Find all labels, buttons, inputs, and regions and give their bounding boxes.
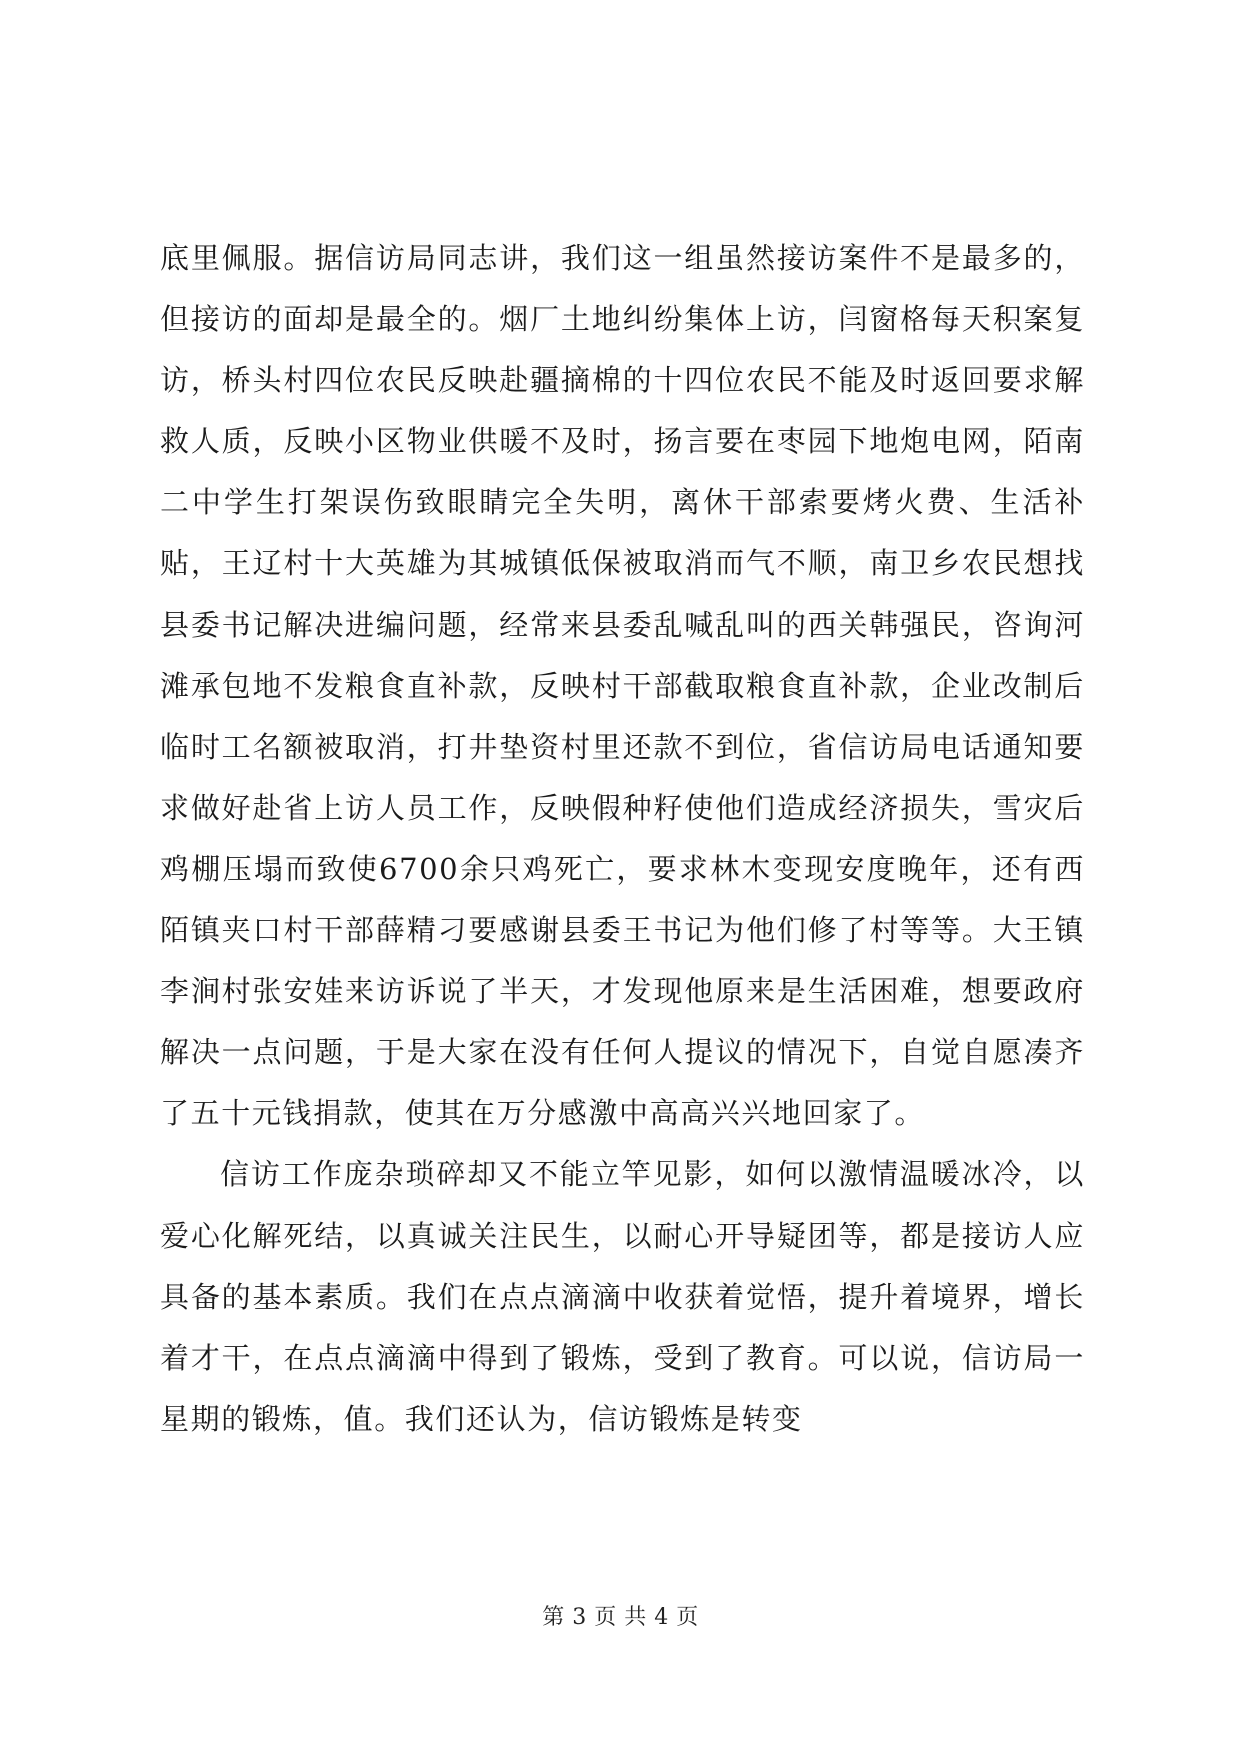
- paragraph-2: 信访工作庞杂琐碎却又不能立竿见影，如何以激情温暖冰冷，以爱心化解死结，以真诚关注民生，以耐心开导疑团等，都是接访人应具备的基本素质。我们在点点滴滴中收获着觉悟，提升着境界，增长着才干，在点点滴滴中得到了锻炼，受到了教育。可以说，信访局一星期的锻炼，值。我们还认为，信访锻炼是转变: [160, 1157, 1085, 1436]
- page-number-label: 第 3 页 共 4 页: [542, 1605, 699, 1630]
- document-body: [160, 228, 1085, 1450]
- page-footer: [0, 1603, 1241, 1633]
- paragraph-1: 底里佩服。据信访局同志讲，我们这一组虽然接访案件不是最多的，但接访的面却是最全的。烟厂土地纠纷集体上访，闫窗格每天积案复访，桥头村四位农民反映赴疆摘棉的十四位农民不能及时返回要求解救人质，反映小区物业供暖不及时，扬言要在枣园下地炮电网，陌南二中学生打架误伤致眼睛完全失明，离休干部索要烤火费、生活补贴，王辽村十大英雄为其城镇低保被取消而气不顺，南卫乡农民想找县委书记解决进编问题，经常来县委乱喊乱叫的西关韩强民，咨询河滩承包地不发粮食直补款，反映村干部截取粮食直补款，企业改制后临时工名额被取消，打井垫资村里还款不到位，省信访局电话通知要求做好赴省上访人员工作，反映假种籽使他们造成经济损失，雪灾后鸡棚压塌而致使6700余只鸡死亡，要求林木变现安度晚年，还有西陌镇夹口村干部薛精刁要感谢县委王书记为他们修了村等等。大王镇李涧村张安娃来访诉说了半天，才发现他原来是生活困难，想要政府解决一点问题，于是大家在没有任何人提议的情况下，自觉自愿凑齐了五十元钱捐款，使其在万分感激中高高兴兴地回家了。: [160, 241, 1085, 1131]
